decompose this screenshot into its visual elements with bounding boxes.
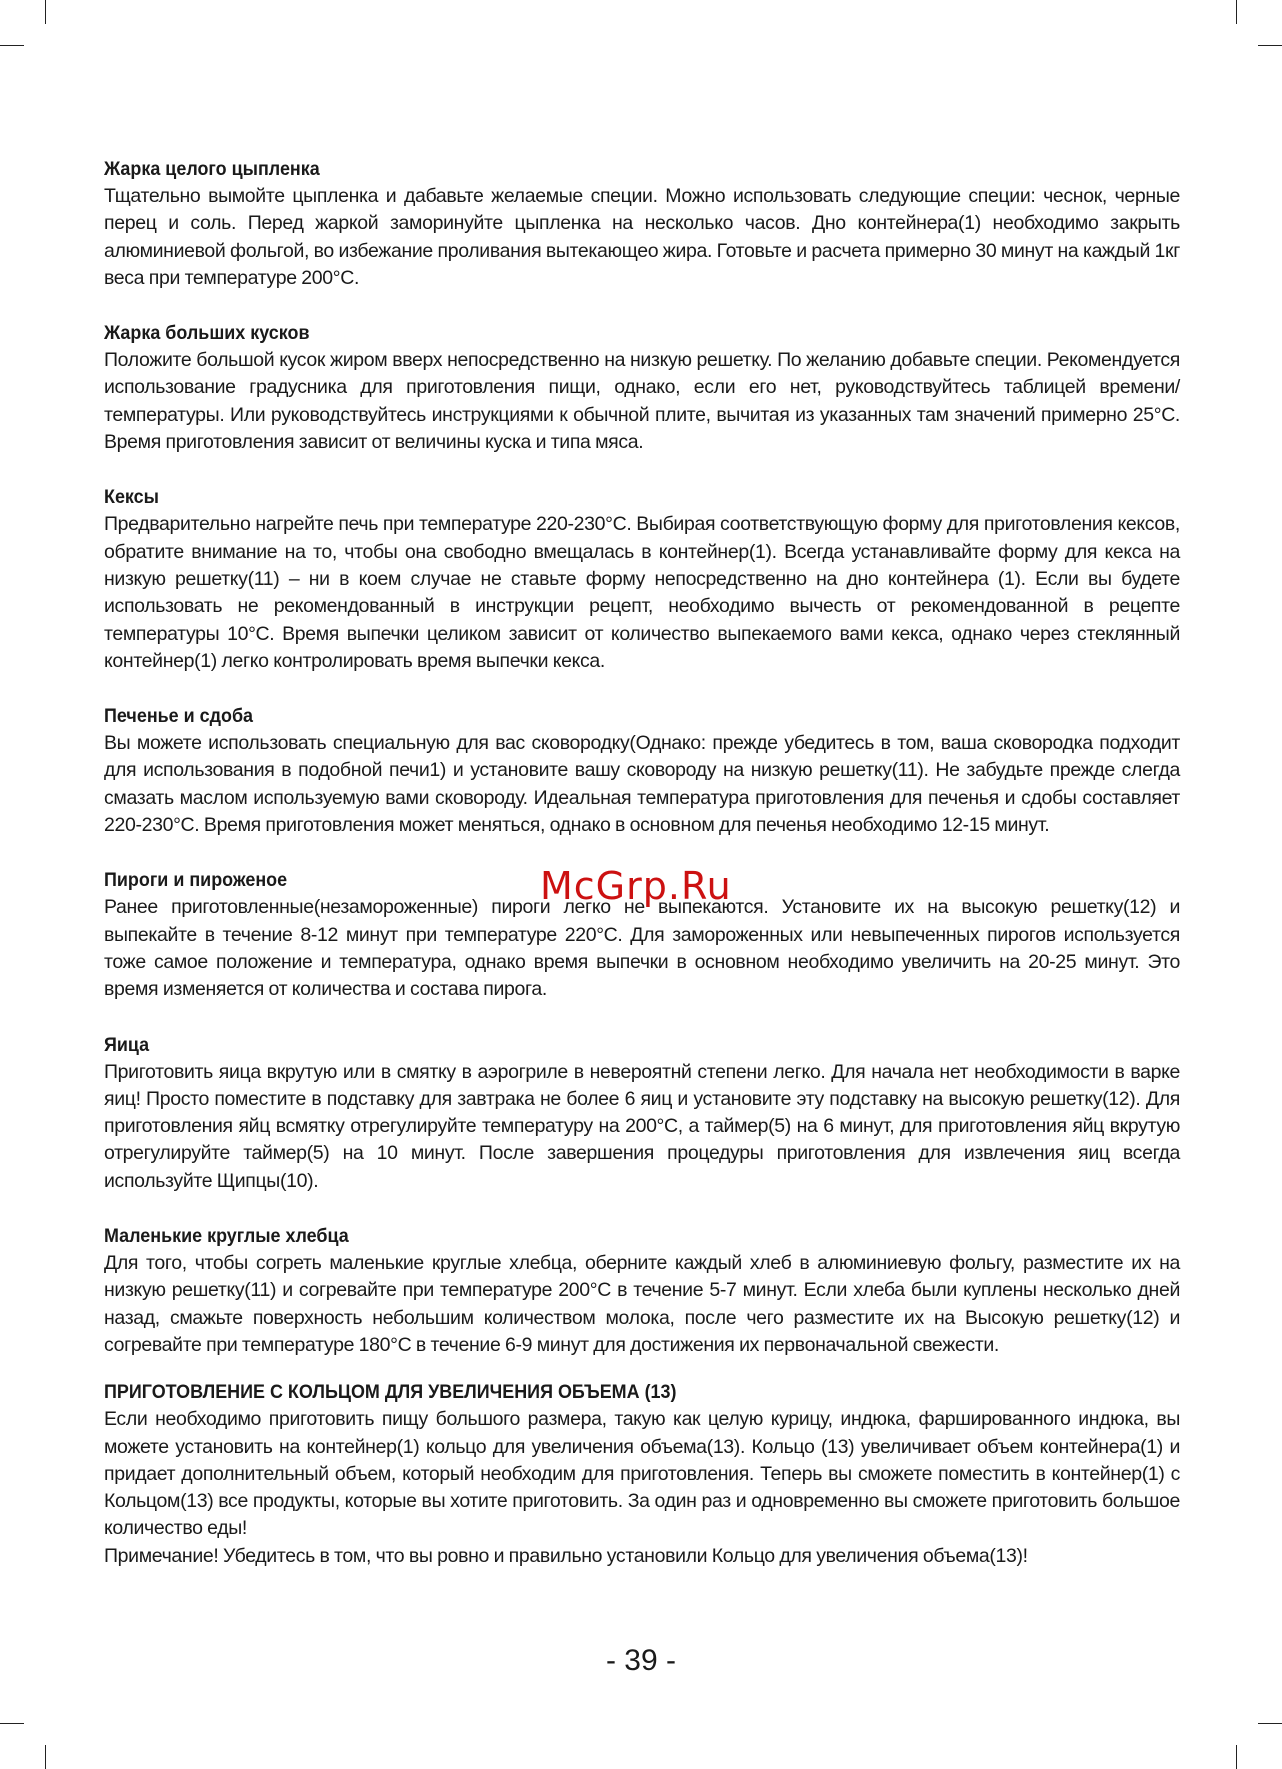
section-heading: ПРИГОТОВЛЕНИЕ С КОЛЬЦОМ ДЛЯ УВЕЛИЧЕНИЯ ОБЪЕМА (13)	[104, 1381, 677, 1404]
crop-mark-bottom-left-vertical	[45, 1745, 46, 1769]
crop-mark-bottom-left-horizontal	[0, 1723, 24, 1724]
section-large-pieces	[104, 320, 1180, 456]
section-whole-chicken	[104, 156, 1180, 292]
crop-mark-top-left-vertical	[45, 0, 46, 24]
section-note: Примечание! Убедитесь в том, что вы ровно и правильно установили Кольцо для увеличения объема(13)!	[104, 1544, 1028, 1567]
section-paragraph: Вы можете использовать специальную для вас сковородку(Однако: прежде убедитесь в том, ваша сковородка подходит для использования в подобной печи1) и установите вашу сковороду на низкую решетку(11). Не забудьте прежде слегда смазать маслом используемую вами сковороду. Идеальная температура приготовления для печенья и сдобы составляет 220-230°С. Время приготовления может меняться, однако в основном для печенья необходимо 12-15 минут.	[104, 732, 1180, 837]
section-paragraph: Для того, чтобы согреть маленькие круглые хлебца, оберните каждый хлеб в алюминиевую фольгу, разместите их на низкую решетку(11) и согревайте при температуре 200°С в течение 5-7 минут. Если хлеба были куплены несколько дней назад, смажьте поверхность небольшим количеством молока, после чего разместите их на Высокую решетку(12) и согревайте при температуре 180°С в течение 6-9 минут для достижения их первоначальной свежести.	[104, 1252, 1180, 1356]
page-number: - 39 -	[605, 1644, 677, 1677]
section-paragraph: Положите большой кусок жиром вверх непосредственно на низкую решетку. По желанию добавьте специи. Рекомендуется использование градусника для приготовления пищи, однако, если его нет, руководствуйтесь таблицей времени/температуры. Или руководствуйтесь инструкциями к обычной плите, вычитая из указанных там значений примерно 25°С. Время приготовления зависит от величины куска и типа мяса.	[104, 349, 1180, 454]
crop-mark-top-right-horizontal	[1258, 45, 1282, 46]
section-heading: Пироги и пироженое	[104, 869, 288, 892]
crop-mark-bottom-right-vertical	[1236, 1745, 1237, 1769]
section-heading: Кексы	[104, 486, 159, 509]
crop-mark-top-right-vertical	[1236, 0, 1237, 24]
watermark-logo: McGrp.Ru	[540, 864, 732, 908]
section-eggs	[104, 1032, 1180, 1195]
section-paragraph: Приготовить яица вкрутую или в смятку в аэрогриле в невероятнй степени легко. Для начала нет необходимости в варке яиц! Просто поместите в подставку для завтрака не более 6 яиц и установите эту подставку на высокую решетку(12). Для приготовления яйц всмятку отрегулируйте температуру на 200°С, а таймер(5) на 6 минут, для приготовления яйц вкрутую отрегулируйте таймер(5) на 10 минут. После завершения процедуры приготовления для извлечения яиц всегда используйте Щипцы(10).	[104, 1060, 1180, 1192]
section-paragraph: Предварительно нагрейте печь при температуре 220-230°С. Выбирая соответствующую форму для приготовления кексов, обратите внимание на то, чтобы она свободно вмещалась в контейнер(1). Всегда устанавливайте форму для кекса на низкую решетку(11) – ни в коем случае не ставьте форму непосредственно на дно контейнера (1). Если вы будете использовать не рекомендованный в инструкции рецепт, необходимо вычесть от рекомендованной в рецепте температуры 10°С. Время выпечки целиком зависит от количество выпекаемого вами кекса, однако через стеклянный контейнер(1) легко контролировать время выпечки кекса.	[104, 513, 1180, 672]
section-heading: Печенье и сдоба	[104, 705, 254, 728]
section-paragraph: Тщательно вымойте цыпленка и дабавьте желаемые специи. Можно использовать следующие специи: чеснок, черные перец и соль. Перед жаркой заморинуйте цыпленка на несколько часов. Дно контейнера(1) необходимо закрыть алюминиевой фольгой, во избежание проливания вытекающео жира. Готовьте и расчета примерно 30 минут на каждый 1кг веса при температуре 200°С.	[104, 185, 1180, 289]
section-cookies	[104, 703, 1180, 839]
section-paragraph: Если необходимо приготовить пищу большого размера, такую как целую курицу, индюка, фаршированного индюка, вы можете установить на контейнер(1) кольцо для увеличения объема(13). Кольцо (13) увеличивает объем контейнера(1) и придает дополнительный объем, который необходим для приготовления. Теперь вы сможете поместить в контейнер(1) с Кольцом(13) все продукты, которые вы хотите приготовить. За один раз и одновременно вы сможете приготовить большое количество еды!	[104, 1408, 1180, 1540]
section-extension-ring	[104, 1379, 1180, 1570]
crop-mark-top-left-horizontal	[0, 45, 24, 46]
section-cupcakes	[104, 484, 1180, 675]
section-heading: Маленькие круглые хлебца	[104, 1225, 349, 1248]
section-heading: Жарка целого цыпленка	[104, 158, 320, 180]
section-heading: Яица	[104, 1033, 150, 1056]
section-paragraph: Ранее приготовленные(незамороженные) пироги легко не выпекаются. Установите их на высокую решетку(12) и выпекайте в течение 8-12 минут при температуре 220°С. Для замороженных или невыпеченных пирогов используется тоже самое положение и температура, однако время выпечки в основном необходимо увеличить на 20-25 минут. Это время изменяется от количества и состава пирога.	[104, 896, 1180, 1001]
section-heading: Жарка больших кусков	[104, 322, 310, 345]
section-bread-rolls	[104, 1223, 1180, 1359]
crop-mark-bottom-right-horizontal	[1258, 1723, 1282, 1724]
